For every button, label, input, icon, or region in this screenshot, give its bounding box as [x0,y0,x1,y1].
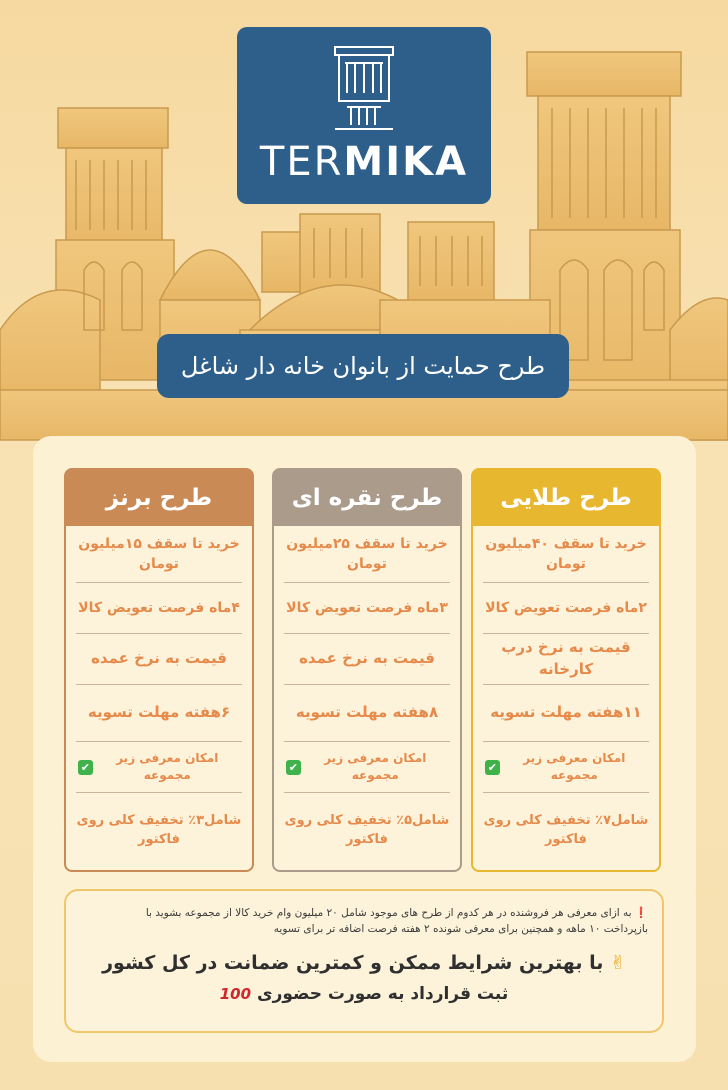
exclamation-icon: ❗ [634,907,648,919]
plan-bronze-price: قیمت به نرخ عمده [76,634,242,685]
victory-hand-icon: ✌ [609,951,626,974]
plan-gold [471,468,661,872]
check-icon: ✔ [485,760,500,775]
plan-bronze-exchange: ۴ماه فرصت تعویض کالا [76,583,242,634]
page-title: طرح حمایت از بانوان خانه دار شاغل [157,334,569,398]
plan-gold-settlement: ۱۱هفته مهلت تسویه [483,685,649,742]
termika-logo [237,27,491,204]
plan-silver-exchange: ۳ماه فرصت تعویض کالا [284,583,450,634]
plan-gold-exchange: ۲ماه فرصت تعویض کالا [483,583,649,634]
plan-bronze-header: طرح برنز [66,470,252,526]
plan-bronze-settlement: ۶هفته مهلت تسویه [76,685,242,742]
guarantee-text: با بهترین شرایط ممکن و کمترین ضمانت در کل کشور [102,951,604,974]
plan-gold-price: قیمت به نرخ درب کارخانه [483,634,649,685]
referral-note-text [80,905,648,938]
plan-silver-credit: خرید تا سقف ۲۵میلیون تومان [284,526,450,583]
plan-silver-referral-text: امکان معرفی زیر مجموعه [324,750,427,782]
plan-gold-referral [483,742,649,793]
check-icon: ✔ [286,760,301,775]
plan-gold-referral-text: امکان معرفی زیر مجموعه [523,750,626,782]
plan-gold-header: طرح طلایی [473,470,659,526]
plan-bronze [64,468,254,872]
plan-silver-settlement: ۸هفته مهلت تسویه [284,685,450,742]
hundred-points-icon: 100 [219,984,252,1003]
plan-silver-header: طرح نقره ای [274,470,460,526]
guarantee-line [66,952,662,974]
logo-text [237,139,491,185]
referral-note-line2: بازپرداخت ۱۰ ماهه و همچنین برای معرفی شونده ۲ هفته فرصت اضافه تر برای تسویه [273,923,648,936]
plan-bronze-referral [76,742,242,793]
logo-text-bold: MIKA [343,139,469,185]
plan-silver-discount: شامل۵٪ تخفیف کلی روی فاکتور [284,813,450,847]
plan-bronze-referral-text: امکان معرفی زیر مجموعه [116,750,219,782]
contract-text: ثبت قرارداد به صورت حضوری [256,983,509,1004]
plan-silver [272,468,462,872]
logo-text-thin: TER [259,139,344,185]
plan-gold-credit: خرید تا سقف ۴۰میلیون تومان [483,526,649,583]
windcatcher-logo-icon [329,41,399,137]
referral-note-line1: به ازای معرفی هر فروشنده در هر کدوم از طرح های موجود شامل ۲۰ میلیون وام خرید کالا از مجموعه بشوید با [145,907,632,919]
referral-note [64,889,664,1033]
plan-bronze-credit: خرید تا سقف ۱۵میلیون تومان [76,526,242,583]
check-icon: ✔ [78,760,93,775]
plan-silver-referral [284,742,450,793]
plan-bronze-discount: شامل۳٪ تخفیف کلی روی فاکتور [76,813,242,847]
plan-gold-discount: شامل۷٪ تخفیف کلی روی فاکتور [483,813,649,847]
plan-silver-price: قیمت به نرخ عمده [284,634,450,685]
contract-line [66,984,662,1004]
